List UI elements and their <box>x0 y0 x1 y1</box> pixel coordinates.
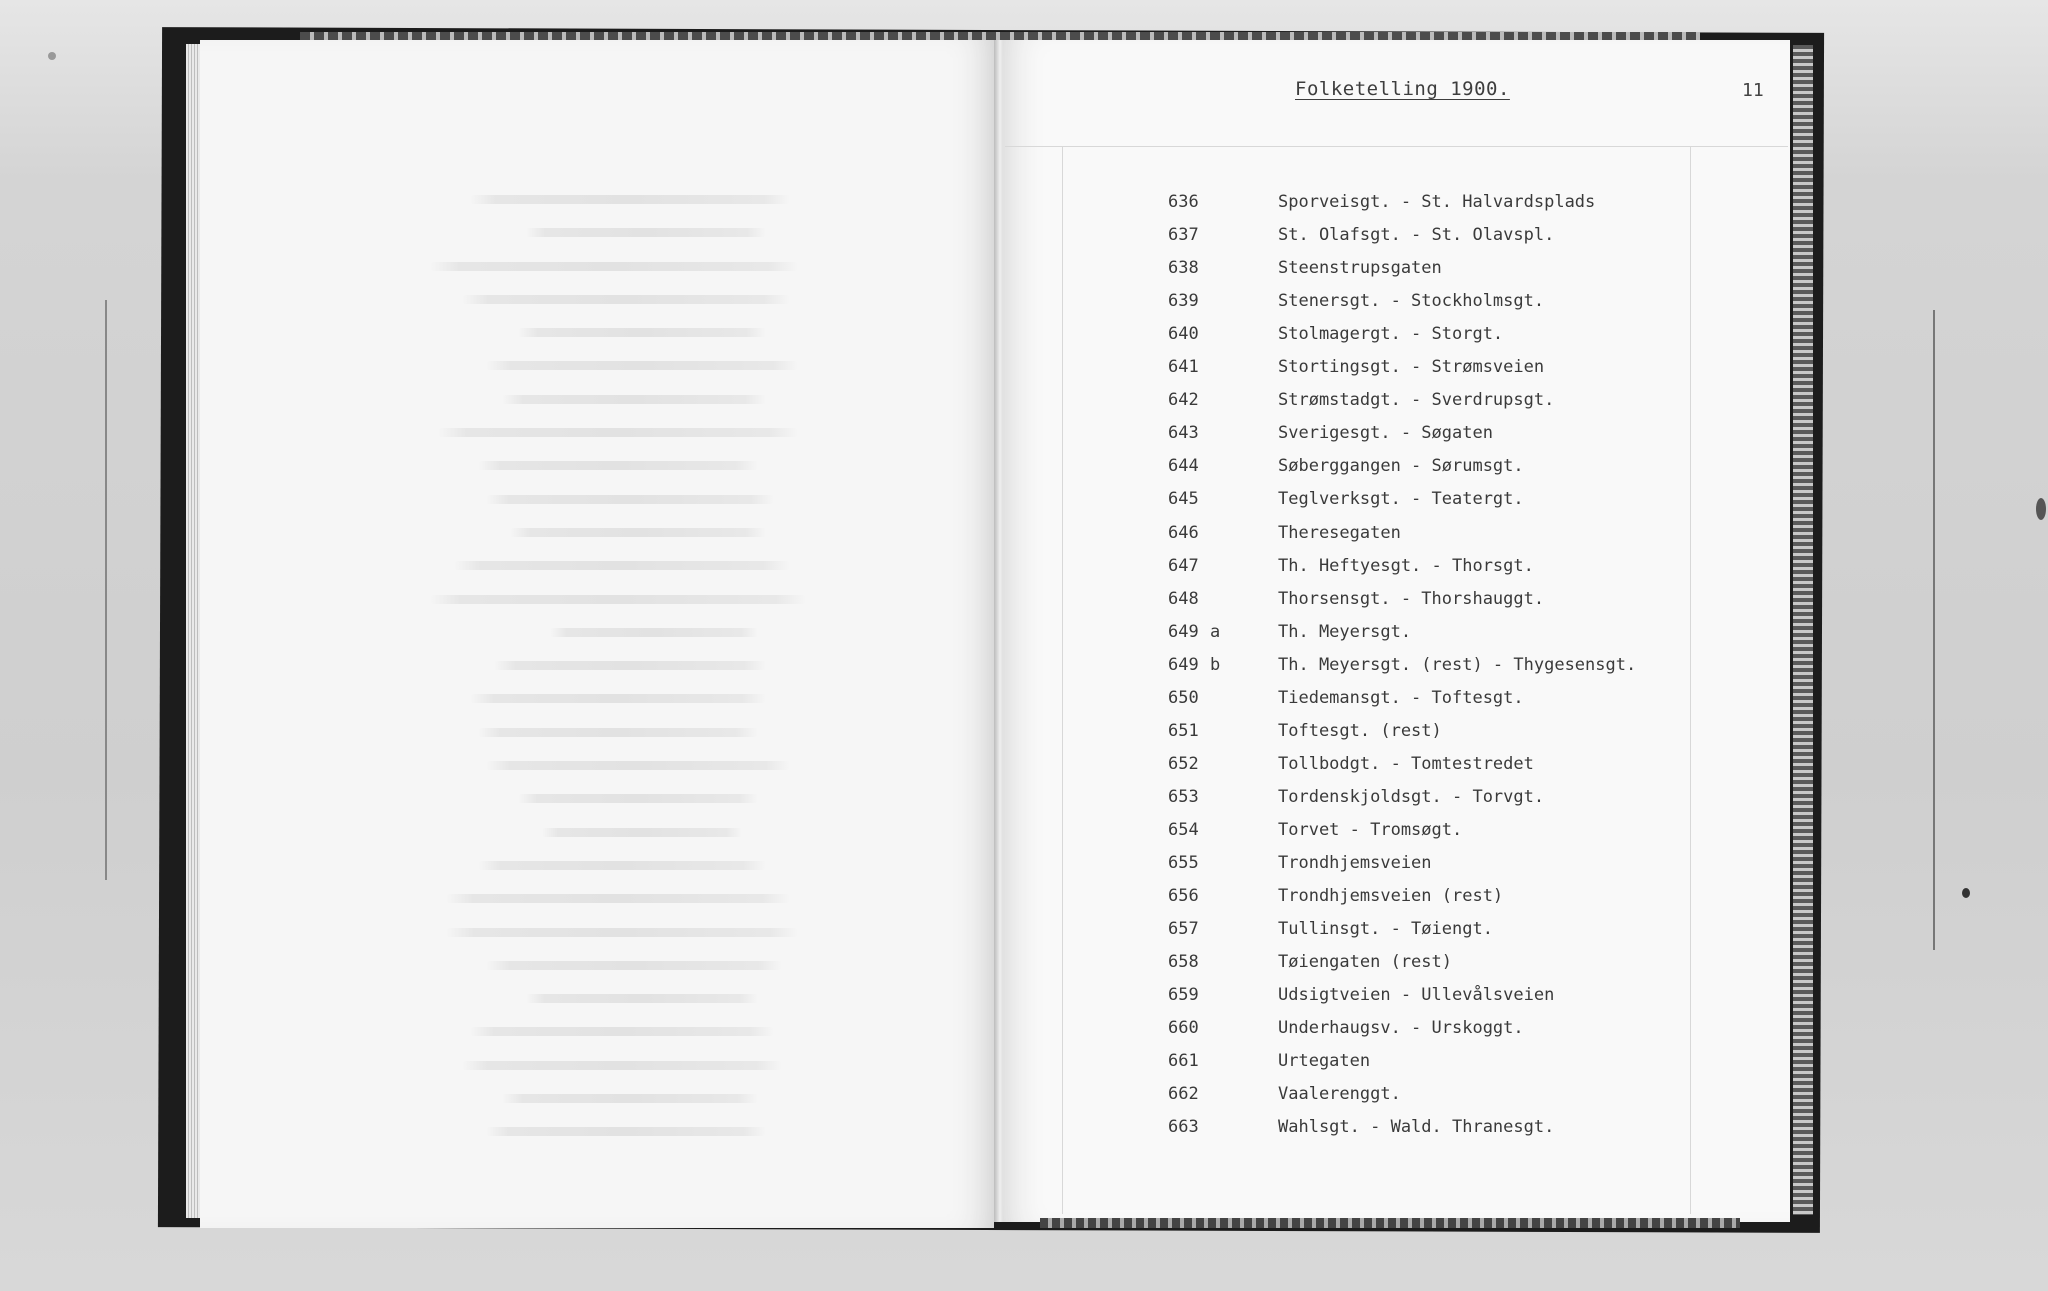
entry-row <box>0 820 2048 850</box>
entry-row <box>0 721 2048 751</box>
entry-number: 663 <box>1168 1117 1199 1138</box>
scan-edge-mark <box>1933 310 1935 950</box>
entry-streets: Underhaugsv. - Urskoggt. <box>1278 1018 1524 1039</box>
entry-suffix: b <box>1210 654 1221 675</box>
page-number: 11 <box>1742 80 1764 101</box>
entry-number: 653 <box>1168 786 1199 807</box>
entry-row <box>0 456 2048 486</box>
entry-number: 644 <box>1168 456 1199 477</box>
entry-number: 658 <box>1168 952 1199 973</box>
entry-streets: Urtegaten <box>1278 1051 1371 1072</box>
scan-speck <box>2036 498 2046 520</box>
entry-number: 636 <box>1168 192 1199 212</box>
scan-edge-mark <box>105 300 107 880</box>
entry-streets: Tordenskjoldsgt. - Torvgt. <box>1278 786 1545 807</box>
entry-streets: Wahlsgt. - Wald. Thranesgt. <box>1278 1117 1555 1138</box>
entry-row <box>0 1018 2048 1048</box>
entry-number: 654 <box>1168 819 1199 840</box>
entry-number: 643 <box>1168 423 1199 444</box>
entry-streets: Stolmagergt. - Storgt. <box>1278 324 1504 345</box>
entry-number: 661 <box>1168 1051 1199 1072</box>
entry-number: 650 <box>1168 687 1199 708</box>
entry-streets: Sporveisgt. - St. Halvardsplads <box>1278 192 1596 212</box>
entry-row <box>0 225 2048 255</box>
entry-number: 640 <box>1168 324 1199 345</box>
header-rule <box>1005 146 1788 147</box>
scan-speck <box>1962 888 1970 898</box>
entry-row <box>0 291 2048 321</box>
entry-row <box>0 258 2048 288</box>
entry-row <box>0 655 2048 685</box>
entry-number: 660 <box>1168 1018 1199 1039</box>
entry-number: 638 <box>1168 258 1199 279</box>
entry-row <box>0 589 2048 619</box>
entry-number: 656 <box>1168 886 1199 907</box>
entry-row <box>0 919 2048 949</box>
entry-row <box>0 985 2048 1015</box>
entry-number: 646 <box>1168 522 1199 543</box>
entry-row <box>0 556 2048 586</box>
entry-streets: Steenstrupsgaten <box>1278 258 1442 279</box>
scan-speck <box>48 52 56 60</box>
entry-row <box>0 423 2048 453</box>
entry-streets: Stenersgt. - Stockholmsgt. <box>1278 291 1545 312</box>
entry-row <box>0 1051 2048 1081</box>
entry-number: 659 <box>1168 985 1199 1006</box>
entry-streets: Tullinsgt. - Tøiengt. <box>1278 919 1493 940</box>
entry-number: 651 <box>1168 720 1199 741</box>
entry-row <box>0 489 2048 519</box>
entry-number: 655 <box>1168 853 1199 873</box>
entry-streets: Tiedemansgt. - Toftesgt. <box>1278 687 1524 708</box>
entry-number: 652 <box>1168 753 1199 774</box>
entry-streets: Th. Heftyesgt. - Thorsgt. <box>1278 555 1534 576</box>
entry-number: 639 <box>1168 291 1199 312</box>
entry-streets: Trondhjemsveien <box>1278 853 1432 873</box>
entry-streets: Torvet - Tromsøgt. <box>1278 819 1463 840</box>
entry-streets: Teglverksgt. - Teatergt. <box>1278 489 1524 510</box>
entry-streets: Toftesgt. (rest) <box>1278 720 1442 741</box>
entry-row <box>0 357 2048 387</box>
entry-row <box>0 754 2048 784</box>
entry-row <box>0 886 2048 916</box>
entry-row <box>0 787 2048 817</box>
entry-row <box>0 622 2048 652</box>
entry-row <box>0 192 2048 222</box>
entry-streets: St. Olafsgt. - St. Olavspl. <box>1278 225 1555 246</box>
entry-row <box>0 688 2048 718</box>
entry-row <box>0 324 2048 354</box>
entry-row <box>0 1084 2048 1114</box>
entry-row <box>0 390 2048 420</box>
entry-row <box>0 523 2048 553</box>
page-bottom-edge <box>1040 1218 1740 1228</box>
entry-streets: Vaalerenggt. <box>1278 1084 1401 1105</box>
entry-number: 649 <box>1168 654 1199 675</box>
entry-number: 637 <box>1168 225 1199 246</box>
entry-number: 648 <box>1168 588 1199 609</box>
entry-number: 642 <box>1168 390 1199 411</box>
entry-streets: Søberggangen - Sørumsgt. <box>1278 456 1524 477</box>
entry-row <box>0 1117 2048 1147</box>
entry-row <box>0 952 2048 982</box>
entry-streets: Theresegaten <box>1278 522 1401 543</box>
entry-streets: Th. Meyersgt. (rest) - Thygesensgt. <box>1278 654 1637 675</box>
entry-streets: Sverigesgt. - Søgaten <box>1278 423 1493 444</box>
entry-number: 662 <box>1168 1084 1199 1105</box>
entry-number: 649 <box>1168 621 1199 642</box>
entry-streets: Stortingsgt. - Strømsveien <box>1278 357 1545 378</box>
entry-streets: Tollbodgt. - Tomtestredet <box>1278 753 1534 774</box>
running-title: Folketelling 1900. <box>1295 78 1510 100</box>
entry-streets: Tøiengaten (rest) <box>1278 952 1452 973</box>
entry-number: 645 <box>1168 489 1199 510</box>
entry-streets: Strømstadgt. - Sverdrupsgt. <box>1278 390 1555 411</box>
entry-row <box>0 853 2048 883</box>
entry-streets: Udsigtveien - Ullevålsveien <box>1278 985 1555 1006</box>
entry-suffix: a <box>1210 621 1221 642</box>
entry-streets: Thorsensgt. - Thorshauggt. <box>1278 588 1545 609</box>
entry-number: 641 <box>1168 357 1199 378</box>
entry-number: 657 <box>1168 919 1199 940</box>
entry-streets: Th. Meyersgt. <box>1278 621 1412 642</box>
entry-streets: Trondhjemsveien (rest) <box>1278 886 1504 907</box>
entry-number: 647 <box>1168 555 1199 576</box>
